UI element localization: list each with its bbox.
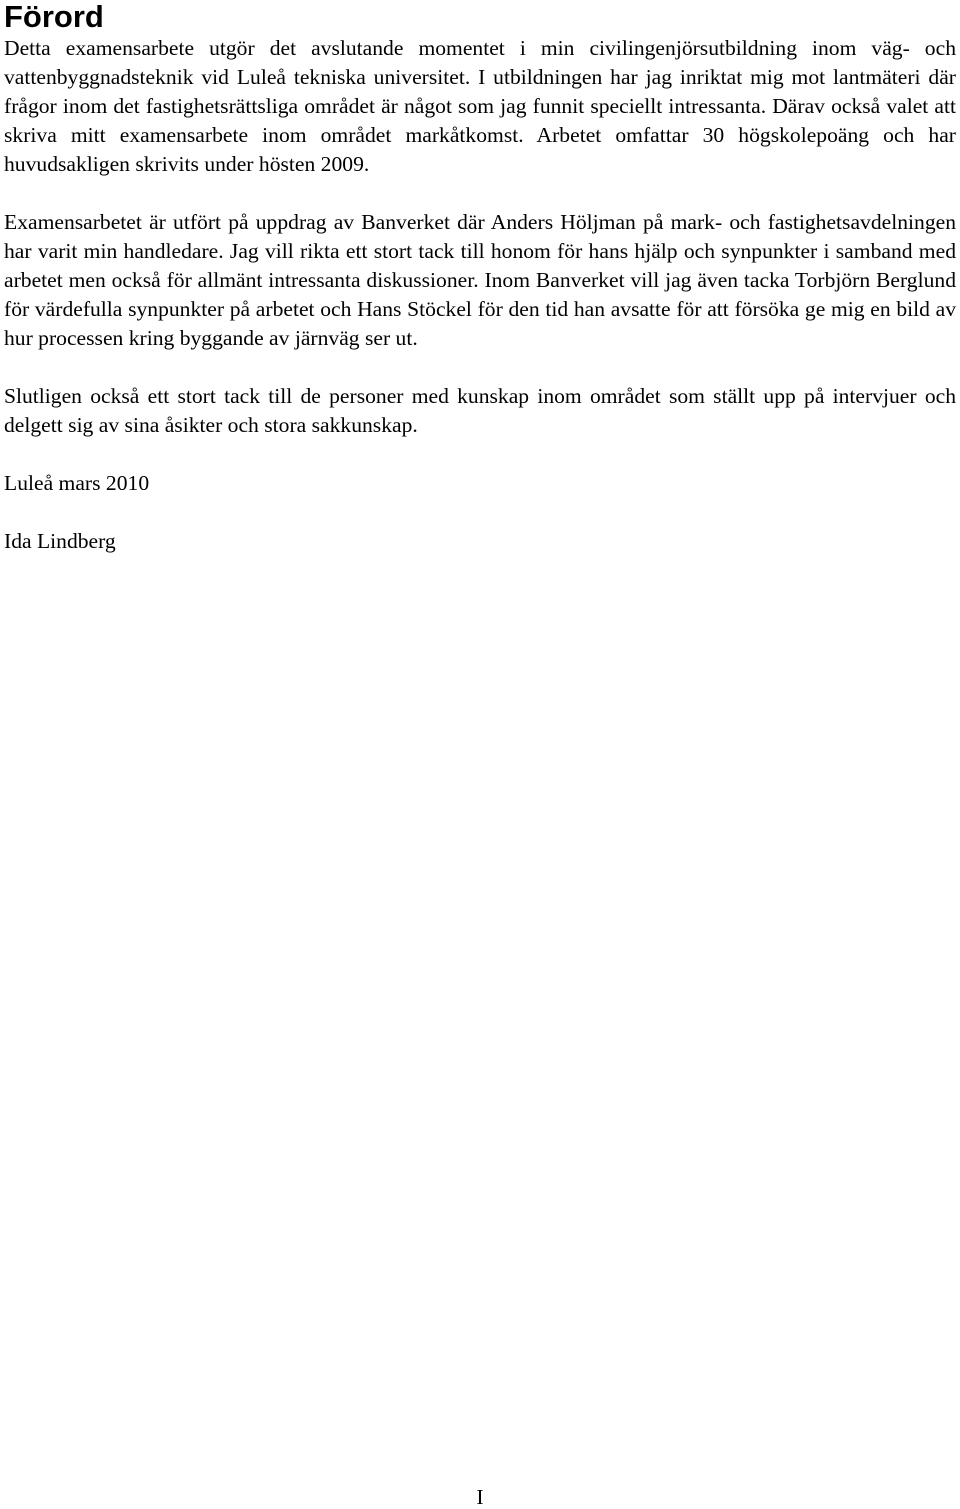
paragraph-closing: Slutligen också ett stort tack till de personer med kunskap inom området som ställt upp på intervjuer och delgett sig av sina åsikter och stora sakkunskap. bbox=[4, 384, 956, 437]
page-title: Förord bbox=[4, 0, 104, 34]
page-number: I bbox=[476, 1485, 484, 1509]
author-name: Ida Lindberg bbox=[4, 529, 116, 553]
paragraph-spacer bbox=[4, 353, 956, 382]
paragraph-acknowledgements: Examensarbetet är utfört på uppdrag av Banverket där Anders Höljman på mark- och fastighetsavdelningen har varit min handledare. Jag vill rikta ett stort tack till honom för hans hjälp och synpunkter i samband med arbetet men också för allmänt intressanta diskussioner. Inom Banverket vill jag även tacka Torbjörn Berglund för värdefulla synpunkter på arbetet och Hans Stöckel för den tid han avsatte för att försöka ge mig en bild av hur processen kring byggande av järnväg ser ut. bbox=[4, 210, 956, 350]
paragraph-intro: Detta examensarbete utgör det avslutande momentet i min civilingenjörsutbildning inom väg- och vattenbyggnadsteknik vid Luleå tekniska universitet. I utbildningen har jag inriktat mig mot lantmäteri där frågor inom det fastighetsrättsliga området är något som jag funnit speciellt intressanta. Därav också valet att skriva mitt examensarbete inom området markåtkomst. Arbetet omfattar 30 högskolepoäng och har huvudsakligen skrivits under hösten 2009. bbox=[4, 36, 956, 176]
paragraph-spacer bbox=[4, 179, 956, 208]
place-date: Luleå mars 2010 bbox=[4, 471, 150, 495]
page-content bbox=[4, 0, 956, 556]
paragraph-spacer bbox=[4, 440, 956, 469]
paragraph-spacer bbox=[4, 498, 956, 527]
